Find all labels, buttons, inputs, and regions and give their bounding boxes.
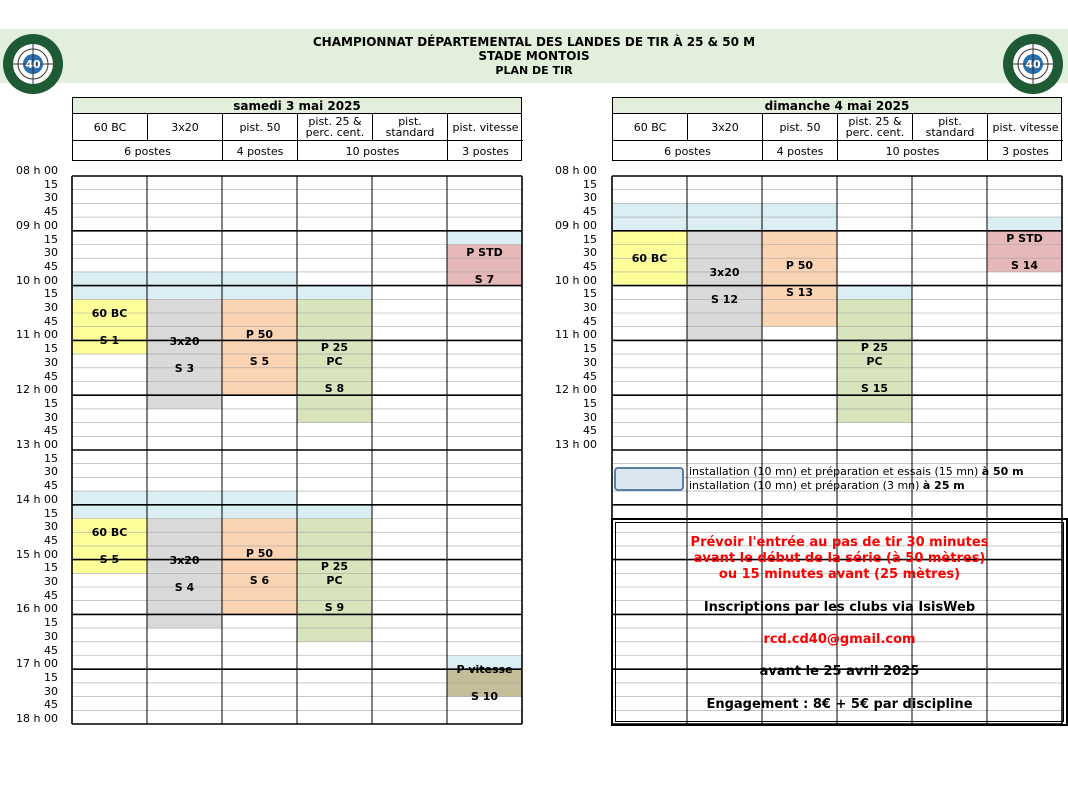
session-label-line: P 50 <box>245 327 274 341</box>
session-label-line: S 10 <box>470 690 499 704</box>
info-warning-line3: ou 15 minutes avant (25 mètres) <box>718 567 961 582</box>
session-label-line: P STD <box>1006 231 1043 245</box>
day-title: samedi 3 mai 2025 <box>72 97 522 113</box>
session-label <box>447 663 522 704</box>
time-label: 15 <box>583 177 597 191</box>
page-title: CHAMPIONNAT DÉPARTEMENTAL DES LANDES DE TIR À 25 & 50 M <box>312 35 756 49</box>
session-label-line: PC <box>326 354 343 368</box>
postes-count: 4 postes <box>763 140 838 161</box>
column-header: pist. vitesse <box>452 120 519 134</box>
time-label: 30 <box>44 191 58 205</box>
time-label: 15 <box>44 506 58 520</box>
session-label <box>147 519 222 629</box>
time-label: 30 <box>44 355 58 369</box>
logo-number: 40 <box>1025 58 1041 71</box>
session-label-line: S 3 <box>174 361 195 375</box>
logo-number: 40 <box>25 58 41 71</box>
time-label: 15 <box>583 287 597 301</box>
setup-slot <box>987 217 1062 231</box>
time-label: 15 <box>583 396 597 410</box>
postes-count: 6 postes <box>73 140 223 161</box>
session-label-line: P 50 <box>245 546 274 560</box>
postes-count: 10 postes <box>298 140 448 161</box>
column-header: pist. standard <box>913 114 988 140</box>
time-label: 30 <box>44 301 58 314</box>
plan-title: PLAN DE TIR <box>495 64 573 77</box>
session-label-line: 60 BC <box>91 307 128 321</box>
time-label: 08 h 00 <box>16 164 58 177</box>
column-header: 60 BC <box>613 114 688 140</box>
session-label-line: 3x20 <box>169 334 200 348</box>
time-label: 45 <box>44 424 58 438</box>
session-label <box>297 519 372 642</box>
time-label: 30 <box>44 575 58 588</box>
session-label-line: S 8 <box>324 381 345 395</box>
time-label: 15 <box>44 561 58 575</box>
time-label: 45 <box>44 205 58 219</box>
time-label: 30 <box>583 301 597 314</box>
column-header: 60 BC <box>73 114 148 140</box>
time-label: 45 <box>44 698 58 712</box>
info-warning-line1: Prévoir l'entrée au pas de tir 30 minutes <box>690 535 989 550</box>
session-label <box>612 231 687 286</box>
column-header: pist. vitesse <box>992 120 1059 134</box>
club-logo-right <box>1002 33 1064 95</box>
session-label-line: S 14 <box>1010 258 1039 272</box>
session-label-line: PC <box>326 574 343 588</box>
time-label: 30 <box>44 246 58 260</box>
discipline-header <box>612 113 1062 161</box>
column-header: pist. 25 & perc. cent. <box>838 114 913 140</box>
postes-count: 10 postes <box>838 140 988 161</box>
session-label-line: P 25 <box>320 340 349 354</box>
setup-slot <box>837 286 912 300</box>
time-label: 15 <box>44 396 58 410</box>
time-label: 12 h 00 <box>555 383 597 397</box>
legend-line-25m: installation (10 mn) et préparation (3 mn) à 25 m <box>689 479 965 492</box>
session-label <box>222 519 297 615</box>
setup-slot <box>297 505 372 519</box>
column-header: pist. 50 <box>763 114 838 140</box>
time-label: 15 <box>44 232 58 246</box>
time-label: 10 h 00 <box>16 273 58 287</box>
postes-count: 4 postes <box>223 140 298 161</box>
session-label-line: S 7 <box>474 272 495 286</box>
session-label <box>147 299 222 409</box>
time-label: 45 <box>583 369 597 383</box>
session-label-line: P 25 <box>860 340 889 354</box>
info-box <box>611 518 1068 726</box>
day-title: dimanche 4 mai 2025 <box>612 97 1062 113</box>
session-label-line: S 1 <box>99 334 120 348</box>
club-logo-left <box>2 33 64 95</box>
session-label <box>222 299 297 395</box>
time-label: 15 <box>44 342 58 356</box>
session-label-line: S 13 <box>785 286 814 300</box>
session-label <box>837 299 912 422</box>
time-label: 30 <box>44 465 58 479</box>
time-label: 45 <box>44 588 58 602</box>
time-label: 15 <box>44 451 58 465</box>
discipline-header <box>72 113 522 161</box>
time-label: 30 <box>583 246 597 260</box>
time-label: 45 <box>44 479 58 493</box>
time-label: 15 <box>44 177 58 191</box>
session-label-line: 3x20 <box>169 553 200 567</box>
time-label: 45 <box>583 205 597 219</box>
time-label: 45 <box>44 643 58 657</box>
session-label-line: P 50 <box>785 259 814 273</box>
session-label-line: P vitesse <box>456 663 513 677</box>
time-label: 30 <box>583 410 597 424</box>
time-label: 10 h 00 <box>555 273 597 287</box>
venue-title: STADE MONTOIS <box>478 49 590 63</box>
time-label: 08 h 00 <box>555 164 597 177</box>
time-label: 45 <box>44 533 58 547</box>
session-label-line: S 15 <box>860 381 889 395</box>
time-label: 11 h 00 <box>555 328 597 342</box>
column-header: pist. 50 <box>223 114 298 140</box>
session-label-line: S 6 <box>249 573 270 587</box>
session-label-line: P STD <box>466 245 503 259</box>
info-inscriptions: Inscriptions par les clubs via IsisWeb <box>703 600 976 615</box>
session-label <box>987 231 1062 272</box>
time-label: 45 <box>583 314 597 328</box>
postes-count: 3 postes <box>988 140 1063 161</box>
column-header: 3x20 <box>688 114 763 140</box>
time-label: 15 <box>44 616 58 630</box>
info-email: rcd.cd40@gmail.com <box>763 632 916 647</box>
column-header: 3x20 <box>148 114 223 140</box>
time-label: 30 <box>44 684 58 698</box>
session-label-line: S 5 <box>99 553 120 567</box>
time-label: 30 <box>44 410 58 424</box>
legend-setup-swatch <box>614 467 684 491</box>
time-label: 15 <box>44 287 58 301</box>
time-label: 15 h 00 <box>16 547 58 561</box>
time-label: 13 h 00 <box>555 438 597 451</box>
time-label: 14 h 00 <box>16 492 58 506</box>
time-label: 30 <box>44 520 58 534</box>
time-label: 30 <box>583 191 597 205</box>
time-label: 12 h 00 <box>16 383 58 397</box>
time-label: 45 <box>583 259 597 273</box>
time-label: 09 h 00 <box>16 218 58 232</box>
session-label-line: PC <box>866 354 883 368</box>
column-header: pist. standard <box>373 114 448 140</box>
session-label <box>72 519 147 574</box>
postes-count: 6 postes <box>613 140 763 161</box>
postes-count: 3 postes <box>448 140 523 161</box>
session-label-line: 3x20 <box>709 266 740 280</box>
session-label-line: S 9 <box>324 601 345 615</box>
session-label-line: 60 BC <box>631 252 668 266</box>
time-label: 13 h 00 <box>16 438 58 451</box>
session-label-line: P 25 <box>320 560 349 574</box>
info-deadline: avant le 25 avril 2025 <box>759 664 920 679</box>
time-label: 45 <box>44 369 58 383</box>
setup-slot <box>447 231 522 245</box>
session-label <box>687 231 762 341</box>
info-warning-line2: avant le début de la série (à 50 mètres) <box>693 551 986 566</box>
time-label: 15 <box>583 342 597 356</box>
info-fee: Engagement : 8€ + 5€ par discipline <box>706 697 973 712</box>
time-label: 30 <box>44 629 58 643</box>
time-label: 15 <box>583 232 597 246</box>
time-label: 45 <box>44 314 58 328</box>
session-label <box>72 299 147 354</box>
time-label: 45 <box>44 259 58 273</box>
legend-line-50m: installation (10 mn) et préparation et essais (15 mn) à 50 m <box>689 465 1024 478</box>
time-label: 30 <box>583 355 597 369</box>
time-label: 11 h 00 <box>16 328 58 342</box>
session-label-line: S 12 <box>710 293 739 307</box>
time-label: 09 h 00 <box>555 218 597 232</box>
session-label <box>297 299 372 422</box>
time-label: 45 <box>583 424 597 438</box>
session-label-line: 60 BC <box>91 526 128 540</box>
setup-slot <box>297 286 372 300</box>
time-label: 17 h 00 <box>16 657 58 671</box>
session-label <box>762 231 837 327</box>
time-label: 15 <box>44 670 58 684</box>
session-label-line: S 4 <box>174 580 195 594</box>
column-header: pist. 25 & perc. cent. <box>298 114 373 140</box>
session-label-line: S 5 <box>249 354 270 368</box>
session-label <box>447 245 522 286</box>
time-label: 18 h 00 <box>16 712 58 725</box>
time-label: 16 h 00 <box>16 602 58 616</box>
